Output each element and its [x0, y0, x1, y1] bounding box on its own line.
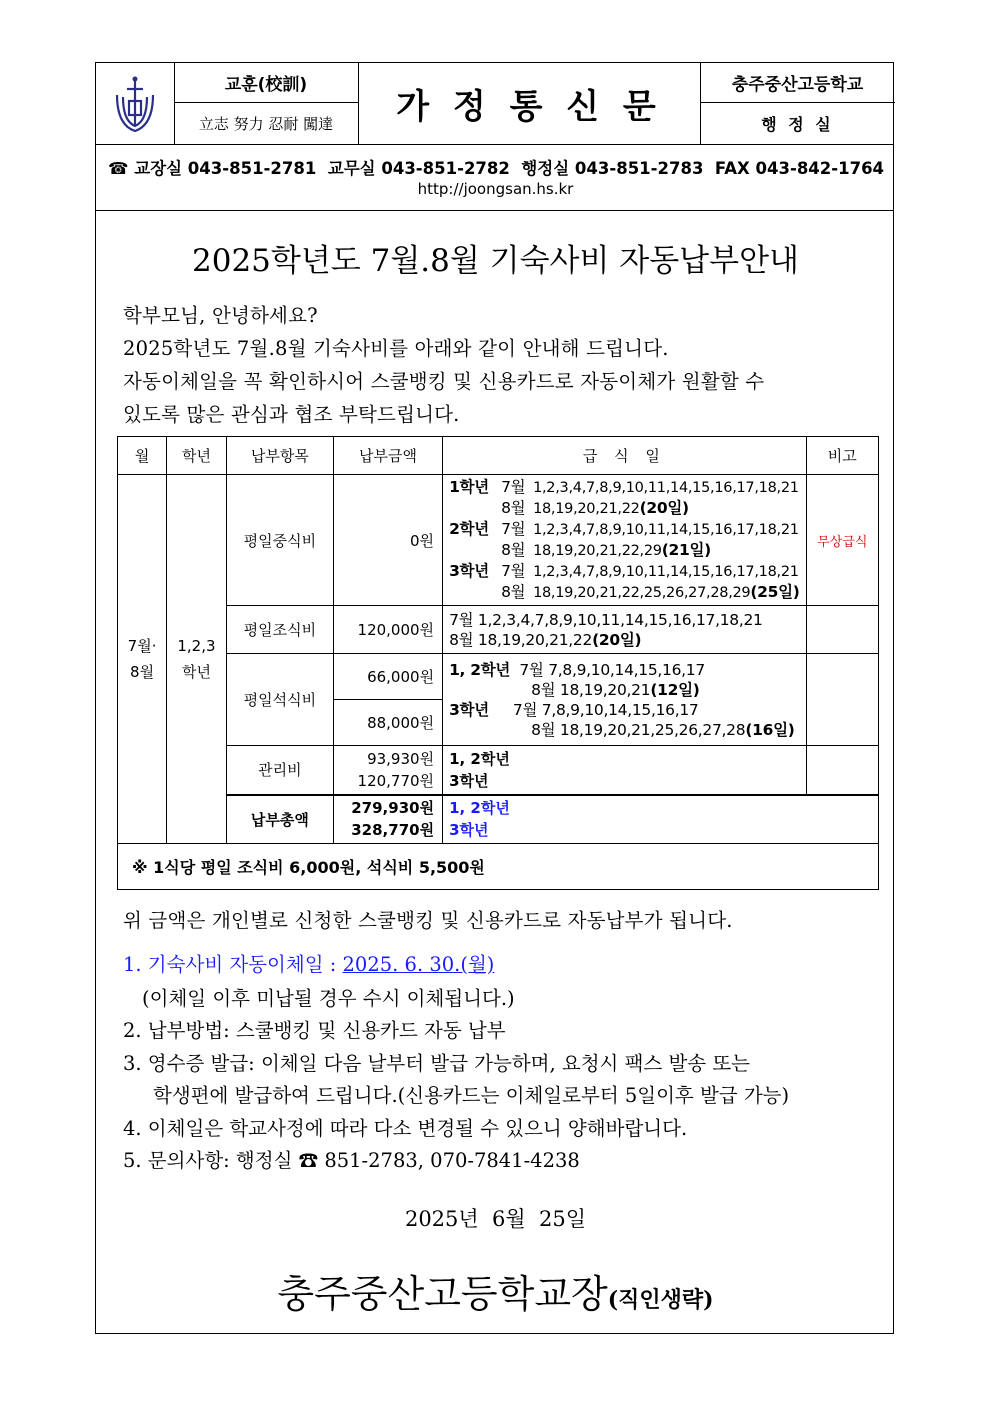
document-frame [95, 62, 894, 1334]
principal-title: 충주중산고등학교장 [277, 1272, 608, 1316]
dinner-amount-2: 88,000원 [333, 700, 442, 746]
mgmt-row [118, 746, 879, 795]
mgmt-grades [443, 746, 807, 795]
intro-line-4: 있도록 많은 관심과 협조 부탁드립니다. [123, 403, 460, 426]
mgmt-grade-2: 3학년 [449, 771, 489, 790]
header-month: 월 [118, 437, 167, 475]
intro-line-3: 자동이체일을 꼭 확인하시어 스쿨뱅킹 및 신용카드로 자동이체가 원활할 수 [123, 370, 765, 393]
fee-table [117, 436, 879, 890]
lunch-day-line [449, 498, 800, 519]
mgmt-item: 관리비 [226, 746, 333, 795]
breakfast-amount: 120,000원 [333, 606, 442, 654]
seal-omitted: (직인생략) [607, 1287, 714, 1313]
total-grades [443, 795, 879, 844]
breakfast-item: 평일조식비 [226, 606, 333, 654]
notice-title: 2025학년도 7월.8월 기숙사비 자동납부안내 [192, 243, 799, 279]
lunch-month: 7월 [501, 520, 526, 538]
mgmt-amount-1: 93,930원 [367, 749, 435, 768]
lunch-days-list: 1,2,3,4,7,8,9,10,11,14,15,16,17,18,21 [533, 564, 799, 580]
school-motto: 立志 努力 忍耐 闖達 [198, 115, 334, 133]
breakfast-row [118, 606, 879, 654]
item-1 [123, 949, 494, 977]
total-grade-1: 1, 2학년 [449, 799, 510, 818]
school-emblem-icon [109, 73, 161, 135]
table-footnote: ※ 1식당 평일 조식비 6,000원, 석식비 5,500원 [118, 844, 879, 890]
lunch-total-days: (25일) [750, 583, 800, 601]
header-note: 비고 [806, 437, 878, 475]
autopay-date: 2025. 6. 30.(월) [342, 953, 495, 976]
item-3-line-1: 3. 영수증 발급: 이체일 다음 날부터 발급 가능하며, 요청시 팩스 발송 또는 [123, 1052, 750, 1075]
lunch-note: 무상급식 [806, 475, 878, 606]
mgmt-grade-1: 1, 2학년 [449, 749, 510, 768]
dinner-g12-july: 7월 7,8,9,10,14,15,16,17 [519, 660, 705, 679]
item-3-line-2: 학생편에 발급하여 드립니다.(신용카드는 이체일로부터 5일이후 발급 가능) [153, 1084, 790, 1107]
lunch-day-line [449, 540, 800, 561]
breakfast-total-days: (20일) [592, 630, 642, 649]
lunch-day-line [449, 477, 800, 498]
lunch-grade-label: 3학년 [449, 562, 489, 580]
dinner-g12-label: 1, 2학년 [449, 660, 511, 679]
item-1-label: 1. 기숙사비 자동이체일 : [123, 953, 343, 976]
motto-title: 교훈(校訓) [224, 75, 308, 95]
lunch-days-list: 18,19,20,21,22,25,26,27,28,29 [533, 585, 751, 601]
lunch-grade-label: 2학년 [449, 520, 489, 538]
footnote-row [118, 844, 879, 890]
lunch-day-line [449, 561, 800, 582]
dinner-row-1 [118, 654, 879, 700]
lunch-days-list: 18,19,20,21,22,29 [533, 543, 662, 559]
lunch-item: 평일중식비 [226, 475, 333, 606]
intro-line-1: 학부모님, 안녕하세요? [123, 304, 318, 327]
table-header-row [118, 437, 879, 475]
total-amount-1: 279,930원 [351, 799, 435, 818]
dinner-g3-aug: 8월 18,19,20,21,25,26,27,28 [531, 720, 746, 739]
lunch-days [443, 475, 807, 606]
intro-line-2: 2025학년도 7월.8월 기숙사비를 아래와 같이 안내해 드립니다. [123, 337, 669, 360]
item-2: 2. 납부방법: 스쿨뱅킹 및 신용카드 자동 납부 [123, 1019, 506, 1042]
department-name: 행 정 실 [761, 115, 834, 134]
dinner-g12-total: (12일) [650, 680, 700, 699]
lunch-month: 7월 [501, 478, 526, 496]
lunch-month: 8월 [501, 541, 526, 559]
school-name-header: 충주중산고등학교 [731, 75, 864, 95]
breakfast-note [806, 606, 878, 654]
breakfast-line-2-days: 8월 18,19,20,21,22 [449, 630, 593, 649]
lunch-month: 7월 [501, 562, 526, 580]
lunch-month: 8월 [501, 583, 526, 601]
mgmt-note [806, 746, 878, 795]
mgmt-amount [333, 746, 442, 795]
dinner-item: 평일석식비 [226, 654, 333, 746]
total-grade-2: 3학년 [449, 821, 489, 840]
lunch-total-days: (21일) [661, 541, 711, 559]
header-amount: 납부금액 [333, 437, 442, 475]
lunch-days-list: 18,19,20,21,22 [533, 501, 640, 517]
item-4: 4. 이체일은 학교사정에 따라 다소 변경될 수 있으니 양해바랍니다. [123, 1117, 688, 1140]
contact-line: ☎ 교장실 043-851-2781 교무실 043-851-2782 행정실 043-851-2783 FAX 043-842-1764 [107, 159, 885, 178]
school-logo [96, 63, 174, 144]
lunch-days-list: 1,2,3,4,7,8,9,10,11,14,15,16,17,18,21 [533, 522, 799, 538]
dinner-g3-total: (16일) [745, 720, 795, 739]
lunch-days-list: 1,2,3,4,7,8,9,10,11,14,15,16,17,18,21 [533, 480, 799, 496]
header-meal-days: 급 식 일 [443, 437, 807, 475]
lunch-row [118, 475, 879, 606]
dinner-g3-label: 3학년 [449, 700, 489, 719]
dinner-days [443, 654, 807, 746]
mgmt-amount-2: 120,770원 [357, 771, 435, 790]
after-table-text: 위 금액은 개인별로 신청한 스쿨뱅킹 및 신용카드로 자동납부가 됩니다. [123, 909, 733, 932]
lunch-day-line [449, 519, 800, 540]
total-amount [333, 795, 442, 844]
dinner-g12-aug: 8월 18,19,20,21 [531, 680, 651, 699]
lunch-grade-label: 1학년 [449, 478, 489, 496]
total-item: 납부총액 [226, 795, 333, 844]
header-grade: 학년 [167, 437, 227, 475]
dinner-note [806, 654, 878, 746]
document-title: 가 정 통 신 문 [396, 87, 662, 127]
document-date: 2025년 6월 25일 [404, 1207, 587, 1231]
school-website[interactable]: http://joongsan.hs.kr [417, 180, 574, 198]
grade-cell: 1,2,3 학년 [167, 475, 227, 844]
lunch-month: 8월 [501, 499, 526, 517]
lunch-amount: 0원 [333, 475, 442, 606]
item-1-sub: (이체일 이후 미납될 경우 수시 이체됩니다.) [142, 987, 515, 1010]
total-amount-2: 328,770원 [351, 821, 435, 840]
dinner-g3-july: 7월 7,8,9,10,14,15,16,17 [512, 700, 699, 719]
dinner-amount-1: 66,000원 [333, 654, 442, 700]
item-5: 5. 문의사항: 행정실 ☎ 851-2783, 070-7841-4238 [123, 1149, 580, 1172]
header-item: 납부항목 [226, 437, 333, 475]
breakfast-line-1: 7월 1,2,3,4,7,8,9,10,11,14,15,16,17,18,21 [449, 610, 763, 629]
breakfast-line-2 [449, 630, 800, 650]
total-row [118, 795, 879, 844]
signature [96, 1263, 895, 1318]
breakfast-days [443, 606, 807, 654]
lunch-day-line [449, 582, 800, 603]
month-cell: 7월· 8월 [118, 475, 167, 844]
lunch-total-days: (20일) [639, 499, 689, 517]
